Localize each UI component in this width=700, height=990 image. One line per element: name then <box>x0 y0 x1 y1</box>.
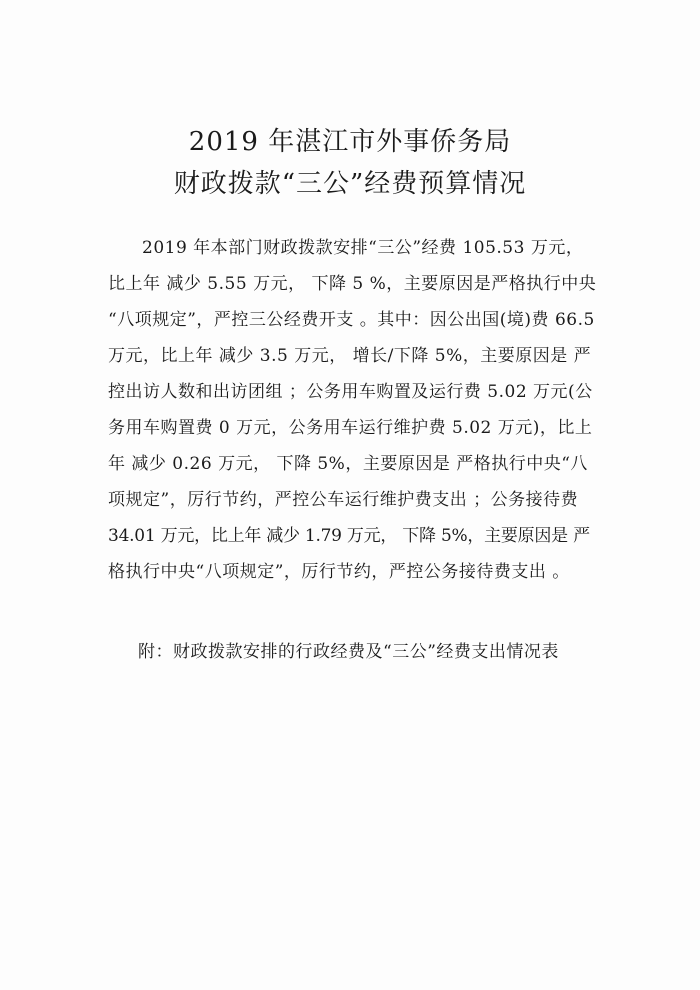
body-line: 万元，比上年 减少 3.5 万元， 增长/下降 5%，主要原因是 严 <box>108 346 592 366</box>
document-title-line-2: 财政拨款“三公”经费预算情况 <box>173 169 527 199</box>
body-line: 控出访人数和出访团组 ；公务用车购置及运行费 5.02 万元(公 <box>108 382 593 402</box>
attachment-note: 附：财政拨款安排的行政经费及“三公”经费支出情况表 <box>138 642 559 662</box>
body-line: 格执行中央“八项规定”，厉行节约，严控公务接待费支出 。 <box>108 562 570 582</box>
body-line: 年 减少 0.26 万元， 下降 5%，主要原因是 严格执行中央“八 <box>108 454 588 474</box>
document-title-line-1: 2019 年湛江市外事侨务局 <box>188 127 512 157</box>
body-line: 务用车购置费 0 万元，公务用车运行维护费 5.02 万元)，比上 <box>108 418 593 438</box>
body-line: “八项规定”，严控三公经费开支 。其中：因公出国(境)费 66.5 <box>108 310 595 330</box>
body-line: 项规定”，厉行节约，严控公车运行维护费支出 ；公务接待费 <box>108 490 579 510</box>
body-line: 比上年 减少 5.55 万元， 下降 5 %，主要原因是严格执行中央 <box>108 274 597 294</box>
body-line: 2019 年本部门财政拨款安排“三公”经费 105.53 万元， <box>142 238 584 258</box>
body-line: 34.01 万元，比上年 减少 1.79 万元， 下降 5%，主要原因是 严 <box>108 526 590 546</box>
body-paragraph <box>108 230 598 590</box>
